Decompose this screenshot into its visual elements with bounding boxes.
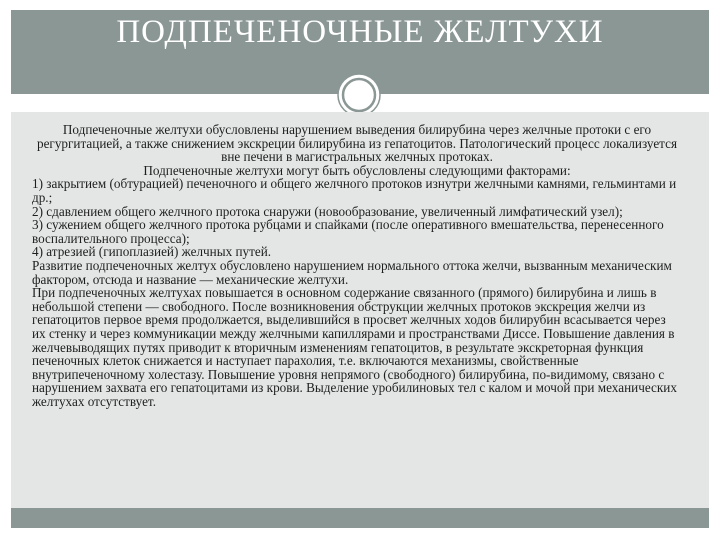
slide-body <box>32 123 682 408</box>
intro-paragraph: Подпеченочные желтухи обусловлены нарушением выведения билирубина через желчные протоки с его регургитацией, а также снижением экскреции билирубина из гепатоцитов. Патологический процесс локализуется вне печени в магистральных желчных протоках. <box>36 122 678 165</box>
body-paragraph: При подпеченочных желтухах повышается в основном содержание связанного (прямого) билирубина и лишь в небольшой степени — свободного. После возникновения обструкции желчных протоков экскреция желчи из гепатоцитов первое время продолжается, выделившийся в просвет желчных ходов билирубин всасывается через их стенку и через коммуникации между желчными капиллярами и пространствами Диссе. Повышение давления в желчевыводящих путях приводит к вторичным изменениям гепатоцитов, в результате экскреторная функция печеночных клеток снижается и наступает парахолия, т.е. включаются механизмы, свойственные внутрипеченочному холестазу. Повышение уровня непрямого (свободного) билирубина, по-видимому, связано с нарушением захвата его гепатоцитами из крови. Выделение уробилиновых тел с калом и мочой при механических желтухах отсутствует. <box>32 285 677 409</box>
factor-item: 1) закрытием (обтурацией) печеночного и общего желчного протоков изнутри желчными камнями, гельминтами и др.; <box>32 176 677 205</box>
footer-bar <box>11 508 709 528</box>
slide-title: ПОДПЕЧЕНОЧНЫЕ ЖЕЛТУХИ <box>116 14 604 50</box>
factors-heading: Подпеченочные желтухи могут быть обусловлены следующими факторами: <box>143 162 571 178</box>
body-paragraph: Развитие подпеченочных желтух обусловлено нарушением нормального оттока желчи, вызванным механическим фактором, отсюда и название — механические желтухи. <box>32 257 672 287</box>
factor-item: 4) атрезией (гипоплазией) желчных путей. <box>32 244 272 260</box>
factor-item: 2) сдавлением общего желчного протока снаружи (новообразование, увеличенный лимфатический узел); <box>32 203 623 219</box>
factor-item: 3) сужением общего желчного протока рубцами и спайками (после оперативного вмешательства, перенесенного воспалительного процесса); <box>32 217 664 246</box>
